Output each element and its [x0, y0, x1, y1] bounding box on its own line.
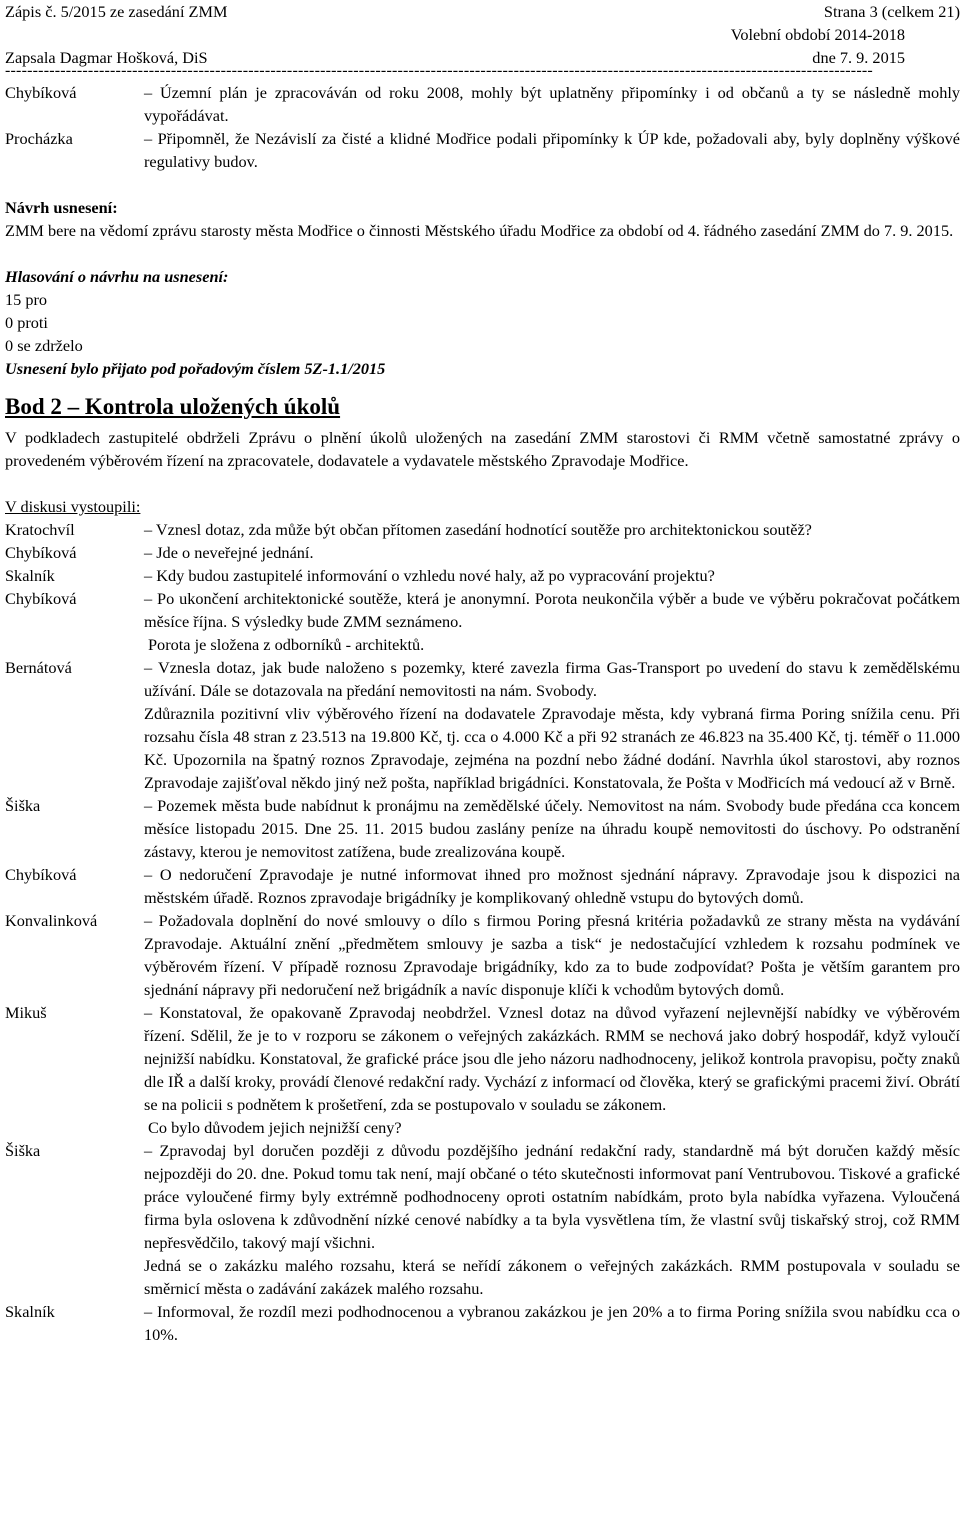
speaker-text — [144, 863, 960, 909]
vote-against: 0 proti — [5, 313, 48, 332]
header-divider: ------------------------------------------------------------------------------------------------------------------------------------------------------------- — [5, 65, 873, 79]
speaker-paragraph: – Jde o neveřejné jednání. — [144, 543, 314, 562]
vote-heading: Hlasování o návrhu na usnesení: — [5, 267, 229, 286]
speaker-name: Chybíková — [5, 589, 77, 608]
speaker-entry — [5, 794, 960, 863]
speaker-text — [144, 656, 960, 794]
speaker-entry — [5, 587, 960, 656]
speaker-entry — [5, 81, 960, 127]
speaker-name: Skalník — [5, 1302, 55, 1321]
speaker-name: Chybíková — [5, 543, 77, 562]
speaker-name: Skalník — [5, 566, 55, 585]
speaker-paragraph: Co bylo důvodem jejich nejnižší ceny? — [148, 1118, 402, 1137]
header-row-1 — [5, 0, 960, 23]
speaker-text — [144, 541, 960, 564]
speaker-entry — [5, 863, 960, 909]
speaker-text — [144, 587, 960, 656]
speaker-entry — [5, 656, 960, 794]
speaker-text — [144, 518, 960, 541]
speaker-paragraph: Porota je složena z odborníků - architektů. — [148, 635, 425, 654]
speaker-entry — [5, 541, 960, 564]
speaker-paragraph: – Informoval, že rozdíl mezi podhodnocenou a vybranou zakázkou je jen 20% a to firma Poring snížila svou nabídku cca o 10%. — [144, 1302, 960, 1344]
speaker-text: – Územní plán je zpracováván od roku 2008, mohly být uplatněny připomínky i od občanů a ty se následně mohly vypořádávat. — [144, 83, 960, 125]
vote-result: Usnesení bylo přijato pod pořadovým číslem 5Z-1.1/2015 — [5, 359, 386, 378]
top-speakers — [5, 81, 960, 173]
speaker-name: Bernátová — [5, 658, 72, 677]
speaker-entry — [5, 909, 960, 1001]
speaker-entry — [5, 1001, 960, 1139]
document-page — [5, 0, 960, 1346]
speaker-name: Chybíková — [5, 83, 77, 102]
speaker-paragraph: – Pozemek města bude nabídnut k pronájmu na zemědělské účely. Nemovitost na nám. Svobody bude předána cca koncem měsíce listopadu 2015. Dne 25. 11. 2015 budou zaslány peníze na úhradu koupě nemovitosti do úschovy. Po odstranění zástavy, kterou je nemovitost zatížena, bude zrealizována koupě. — [144, 796, 960, 861]
speaker-name: Chybíková — [5, 865, 77, 884]
speaker-name: Kratochvíl — [5, 520, 75, 539]
speaker-paragraph: – Požadovala doplnění do nové smlouvy o dílo s firmou Poring přesná kritéria požadavků ze strany města na vydávání Zpravodaje. Aktuální znění „předmětem smlouvy je sazba a tisk“ je nedostačující vzhledem k rozsahu podmínek ve výběrovém řízení. V případě roznosu Zpravodaje brigádníky, kdo za to bude zodpovídat? Pošta je větším garantem pro sjednání nápravy při nedoručení než brigádník a navíc disponuje klíči k vchodům bytových domů. — [144, 911, 960, 999]
resolution-text: ZMM bere na vědomí zprávu starosty města Modřice o činnosti Městského úřadu Modřice za období od 4. řádného zasedání ZMM do 7. 9. 2015. — [5, 221, 954, 240]
recorder: Zapsala Dagmar Hošková, DiS — [5, 48, 208, 67]
page-number: Strana 3 (celkem 21) — [823, 2, 960, 21]
speaker-paragraph: Zdůraznila pozitivní vliv výběrového řízení na dodavatele Zpravodaje města, kdy vybraná firma Poring snížila cenu. Při rozsahu čísla 48 stran z 23.513 na 19.800 Kč, tj. cca o 4.000 Kč a při 92 stranách ze 46.823 na 35.400 Kč, tj. téměř o 11.000 Kč. Upozornila na špatný roznos Zpravodaje, zejména na pozdní nebo žádné dodání. Navrhla úkol starostovi, aby roznos Zpravodaje zajišťoval někdo jiný než pošta, například brigádníci. Konstatovala, že Pošta v Modřicích má vedoucí až v Brně. — [144, 704, 960, 792]
speaker-paragraph: – Kdy budou zastupitelé informování o vzhledu nové haly, až po vypracování projektu? — [144, 566, 715, 585]
section-title: Bod 2 – Kontrola uložených úkolů — [5, 394, 341, 419]
meeting-date: dne 7. 9. 2015 — [812, 48, 905, 67]
speaker-text — [144, 794, 960, 863]
discussion-list — [5, 518, 960, 1346]
speaker-entry — [5, 127, 960, 173]
speaker-name: Procházka — [5, 129, 73, 148]
speaker-entry — [5, 564, 960, 587]
speaker-name: Konvalinková — [5, 911, 98, 930]
speaker-entry — [5, 1139, 960, 1300]
vote-abstain: 0 se zdrželo — [5, 336, 83, 355]
speaker-paragraph: – Zpravodaj byl doručen později z důvodu pozdějšího jednání redakční rady, standardně má být doručen každý měsíc nejpozději do 20. dne. Pokud tomu tak není, mají občané o této skutečnosti informovat paní Ventrubovou. Tiskové a grafické práce vyloučené firmy byly extrémně podhodnoceny oproti ostatním nabídkám, proto byla nabídka vyřazena. Vyloučená firma byla oslovena k zdůvodnění nízké cenové nabídky a ta byla vysvětlena tím, že vlastní svůj tiskařský stroj, což RMM nepřesvědčilo, takový mají všichni. — [144, 1141, 960, 1252]
header-row-2 — [5, 23, 960, 46]
speaker-paragraph: – Po ukončení architektonické soutěže, která je anonymní. Porota neukončila výběr a bude ve výběru pokračovat počátkem měsíce října. S výsledky bude ZMM seznámeno. — [144, 589, 960, 631]
speaker-entry — [5, 1300, 960, 1346]
speaker-paragraph: – Konstatoval, že opakovaně Zpravodaj neobdržel. Vznesl dotaz na důvod vyřazení nejlevnější nabídky ve výběrovém řízení. Sdělil, že je to v rozporu se zákonem o veřejných zakázkách. RMM se nechová jako dobrý hospodář, když vyloučí nejnižší nabídku. Konstatoval, že grafické práce jsou dle jeho názoru nadhodnoceny, jelikož kontrola pravopisu, počty znaků dle IŘ a další kroky, provádí členové redakční rady. Vychází z informací od člověka, který se grafickými pracemi živí. Obrátí se na policii s podnětem k prošetření, zda se postupovalo v souladu se zákonem. — [144, 1003, 960, 1114]
speaker-paragraph: – Vznesl dotaz, zda může být občan přítomen zasedání hodnotící soutěže pro architektonickou soutěž? — [144, 520, 812, 539]
speaker-text — [144, 1139, 960, 1300]
speaker-name: Šiška — [5, 796, 41, 815]
speaker-paragraph: – O nedoručení Zpravodaje je nutné informovat ihned pro možnost sjednání nápravy. Zpravodaje jsou k dispozici na městském úřadě. Roznos zpravodaje brigádníky je komplikovaný ohledně vstupu do bytových domů. — [144, 865, 960, 907]
speaker-text — [144, 909, 960, 1001]
speaker-name: Šiška — [5, 1141, 41, 1160]
document-title: Zápis č. 5/2015 ze zasedání ZMM — [5, 2, 228, 21]
speaker-paragraph: – Vznesla dotaz, jak bude naloženo s pozemky, které zavezla firma Gas-Transport po uvedení do stavu k zemědělskému užívání. Dále se dotazovala na předání nemovitosti na nám. Svobody. — [144, 658, 960, 700]
resolution-heading: Návrh usnesení: — [5, 198, 118, 217]
speaker-paragraph: Jedná se o zakázku malého rozsahu, která se neřídí zákonem o veřejných zakázkách. RMM postupovala v souladu se směrnicí města o zadávání zakázek malého rozsahu. — [144, 1256, 960, 1298]
election-period: Volební období 2014-2018 — [730, 25, 905, 44]
speaker-text — [144, 564, 960, 587]
speaker-entry — [5, 518, 960, 541]
discussion-heading: V diskusi vystoupili: — [5, 497, 141, 516]
vote-for: 15 pro — [5, 290, 48, 309]
speaker-text: – Připomněl, že Nezávislí za čisté a klidné Modřice podali připomínky k ÚP kde, požadovali aby, byly doplněny výškové regulativy budov. — [144, 129, 960, 171]
speaker-text — [144, 1300, 960, 1346]
section-intro: V podkladech zastupitelé obdrželi Zprávu o plnění úkolů uložených na zasedání ZMM starostovi či RMM včetně samostatné zprávy o provedeném výběrovém řízení na zpracovatele, dodavatele a vydavatele městského Zpravodaje Modřice. — [5, 428, 960, 470]
speaker-text — [144, 1001, 960, 1139]
speaker-name: Mikuš — [5, 1003, 47, 1022]
